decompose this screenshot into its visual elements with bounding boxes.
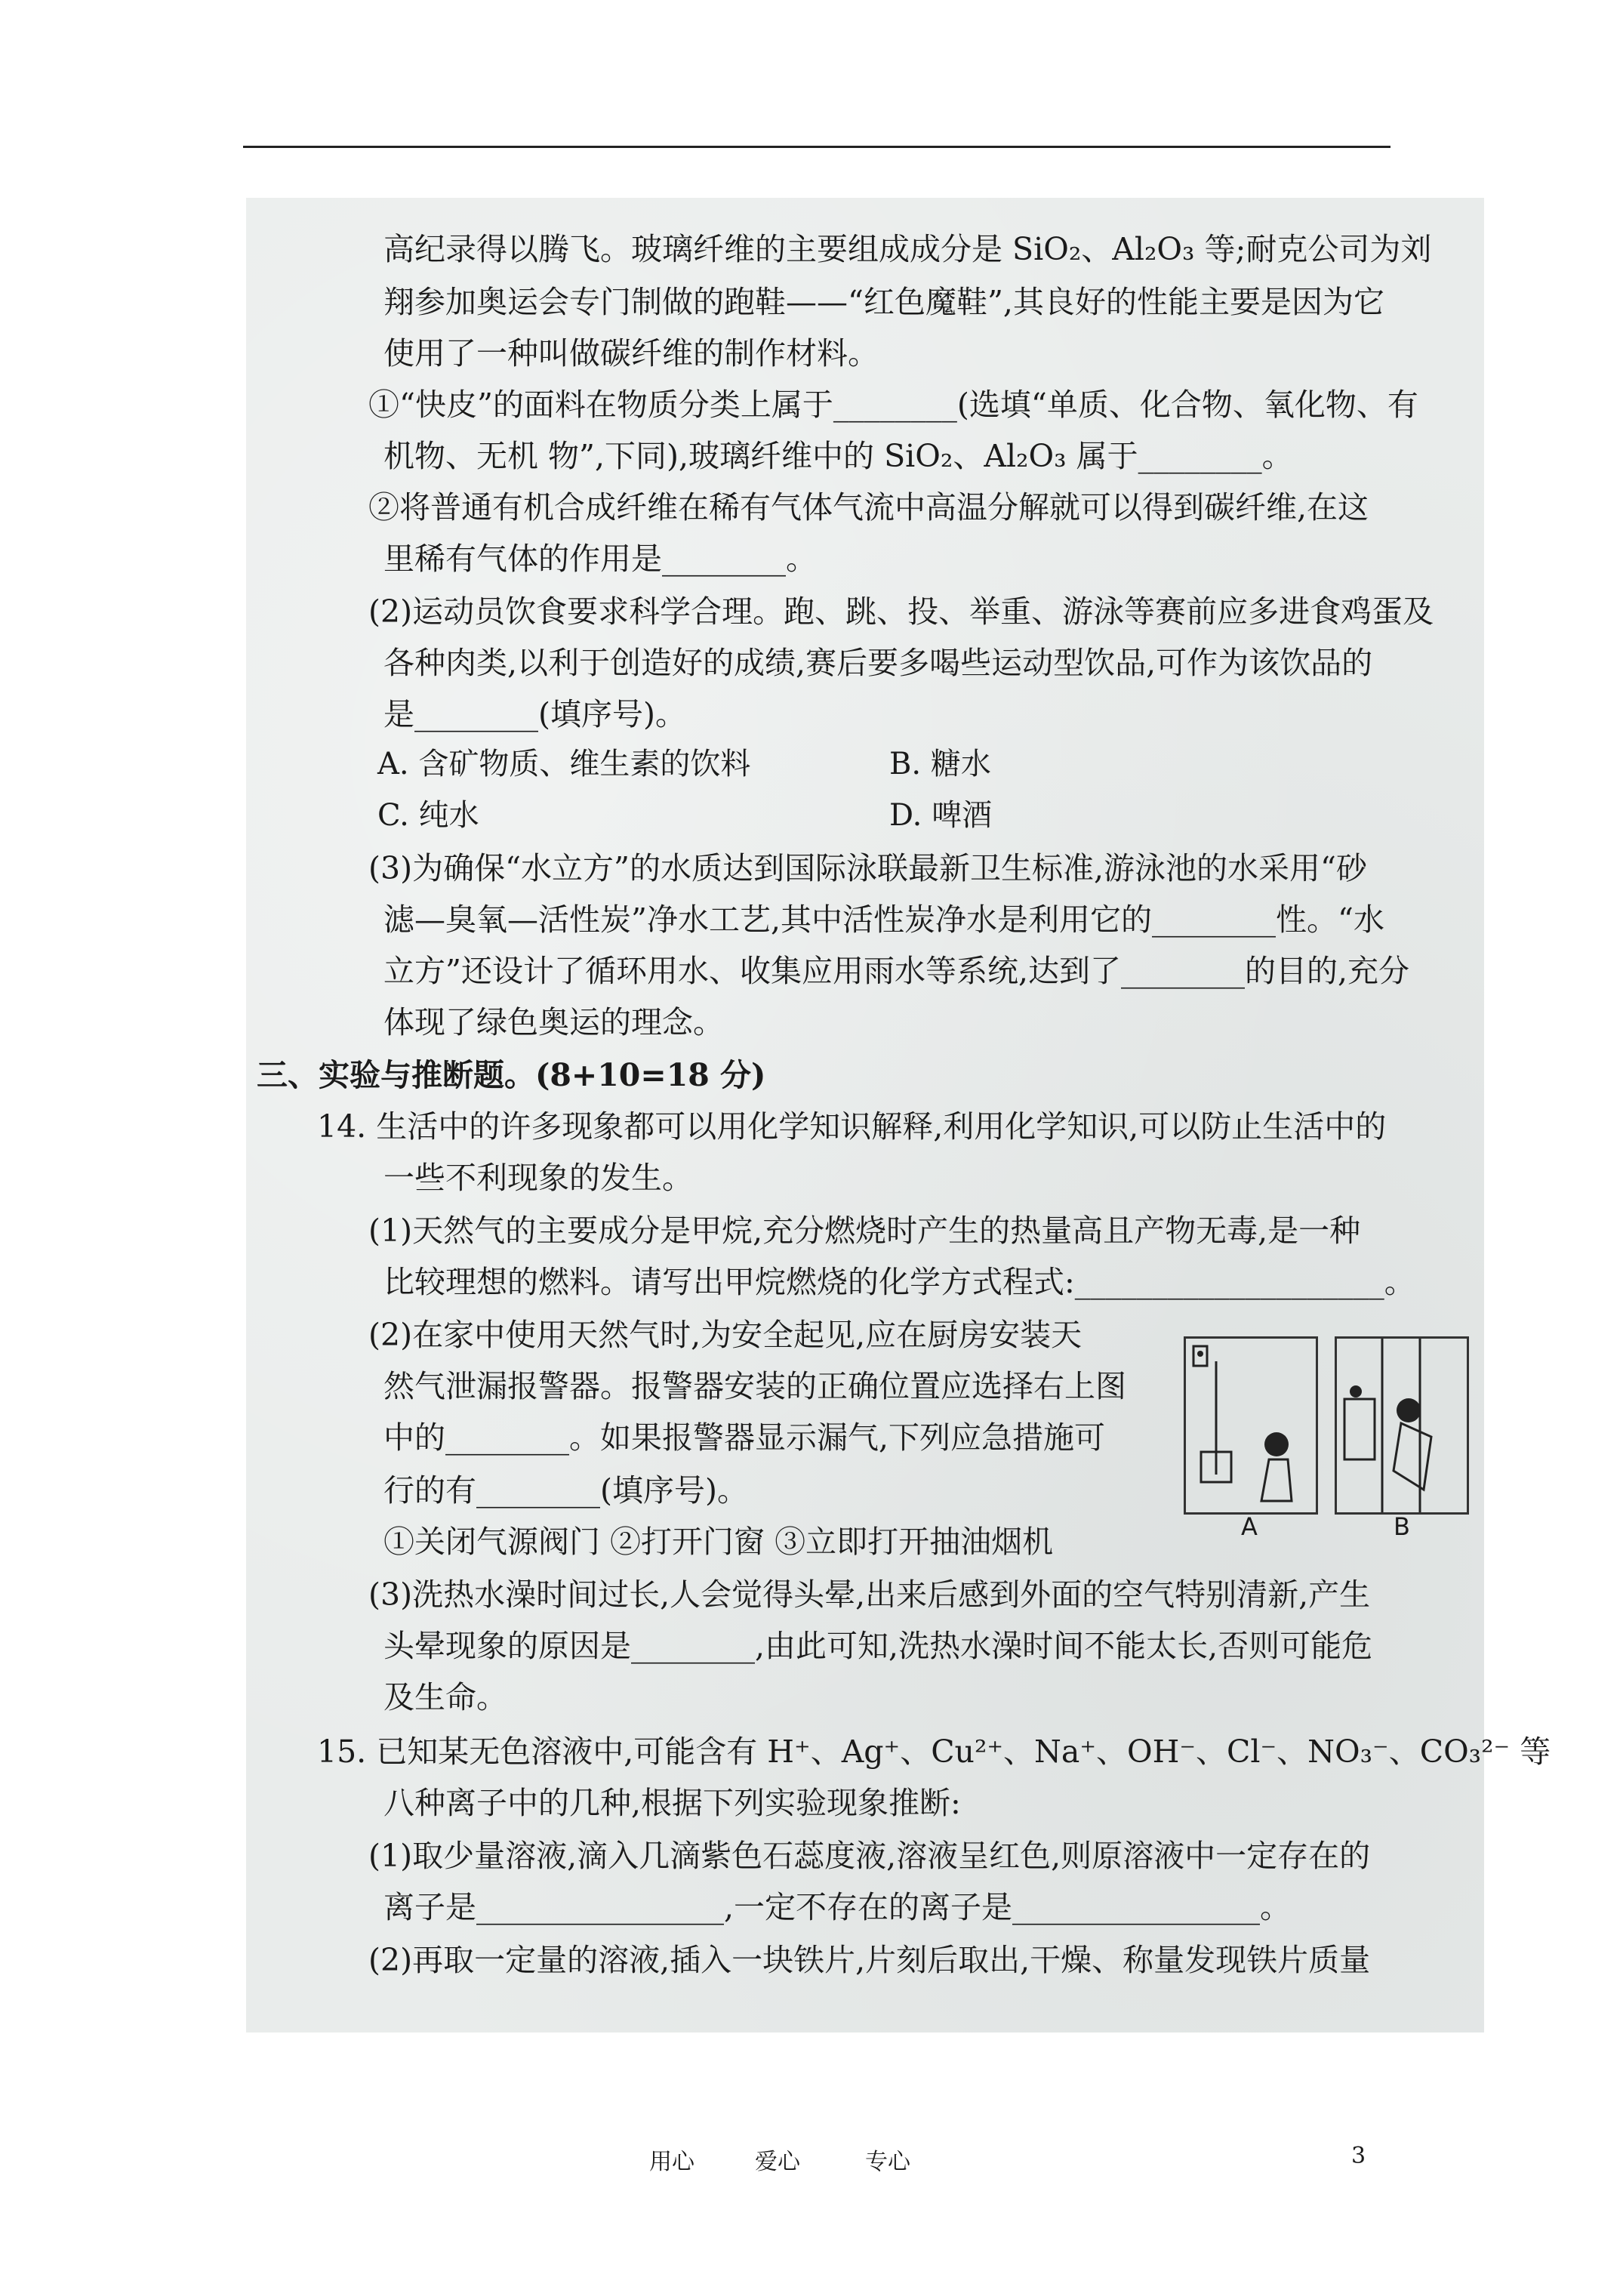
footer-motto-1: 用心 [649,2149,694,2175]
header-rule [243,146,1390,148]
option-b: B. 糖水 [889,747,991,781]
text-line: (1)天然气的主要成分是甲烷,充分燃烧时产生的热量高且产物无毒,是一种 [368,1213,1361,1249]
kitchen-scene-b-icon [1337,1339,1467,1512]
figure-label-b: B [1394,1512,1410,1541]
option-a: A. 含矿物质、维生素的饮料 [377,747,751,781]
option-d: D. 啤酒 [889,798,993,833]
text-line: 行的有________(填序号)。 [383,1472,748,1509]
text-line: 各种肉类,以利于创造好的成绩,赛后要多喝些运动型饮品,可作为该饮品的 [383,645,1373,681]
text-line: 体现了绿色奥运的理念。 [383,1004,724,1040]
text-line: 使用了一种叫做碳纤维的制作材料。 [383,335,879,371]
text-line: ①“快皮”的面料在物质分类上属于________(选填“单质、化合物、氧化物、有 [368,387,1418,423]
text-line: 八种离子中的几种,根据下列实验现象推断: [383,1785,961,1821]
text-line: 高纪录得以腾飞。玻璃纤维的主要组成成分是 SiO₂、Al₂O₃ 等;耐克公司为刘 [383,231,1432,267]
text-line: (2)运动员饮食要求科学合理。跑、跳、投、举重、游泳等赛前应多进食鸡蛋及 [368,593,1434,630]
footer-motto-2: 爱心 [755,2149,800,2175]
text-line: 里稀有气体的作用是________。 [383,541,817,577]
option-c: C. 纯水 [377,798,479,833]
question-14: 14. 生活中的许多现象都可以用化学知识解释,利用化学知识,可以防止生活中的 [317,1108,1387,1145]
footer-motto-3: 专心 [865,2149,910,2175]
page-number: 3 [1351,2143,1366,2169]
text-line: 然气泄漏报警器。报警器安装的正确位置应选择右上图 [383,1368,1126,1404]
figure-b-panel [1335,1336,1469,1515]
text-line: 滤—臭氧—活性炭”净水工艺,其中活性炭净水是利用它的________性。“水 [383,901,1384,938]
kitchen-scene-a-icon [1186,1339,1316,1512]
text-line: 机物、无机 物”,下同),玻璃纤维中的 SiO₂、Al₂O₃ 属于________。 [383,438,1293,474]
text-line: 比较理想的燃料。请写出甲烷燃烧的化学方式程式:____________________。 [383,1264,1415,1300]
text-line: ①关闭气源阀门 ②打开门窗 ③立即打开抽油烟机 [383,1524,1054,1560]
text-line: 翔参加奥运会专门制做的跑鞋——“红色魔鞋”,其良好的性能主要是因为它 [383,284,1384,320]
text-line: 及生命。 [383,1679,507,1715]
text-line: 中的________。如果报警器显示漏气,下列应急措施可 [383,1419,1106,1456]
text-line: (3)洗热水澡时间过长,人会觉得头晕,出来后感到外面的空气特别清新,产生 [368,1576,1371,1613]
text-line: (2)再取一定量的溶液,插入一块铁片,片刻后取出,干燥、称量发现铁片质量 [368,1942,1371,1978]
text-line: 立方”还设计了循环用水、收集应用雨水等系统,达到了________的目的,充分 [383,953,1410,989]
text-line: ②将普通有机合成纤维在稀有气体气流中高温分解就可以得到碳纤维,在这 [368,489,1369,525]
question-15: 15. 已知某无色溶液中,可能含有 H⁺、Ag⁺、Cu²⁺、Na⁺、OH⁻、Cl⁻、NO₃⁻、CO₃²⁻ 等 [317,1734,1551,1770]
text-line: (3)为确保“水立方”的水质达到国际泳联最新卫生标准,游泳池的水采用“砂 [368,850,1367,886]
figure-label-a: A [1241,1512,1258,1541]
text-line: 头晕现象的原因是________,由此可知,洗热水澡时间不能太长,否则可能危 [383,1628,1373,1664]
figure-a-panel [1184,1336,1318,1515]
text-line: (1)取少量溶液,滴入几滴紫色石蕊度液,溶液呈红色,则原溶液中一定存在的 [368,1838,1371,1874]
text-line: (2)在家中使用天然气时,为安全起见,应在厨房安装天 [368,1317,1083,1353]
text-line: 是________(填序号)。 [383,696,686,732]
text-line: 一些不利现象的发生。 [383,1160,693,1196]
text-line: 离子是________________,一定不存在的离子是________________。 [383,1889,1292,1925]
section-heading: 三、实验与推断题。(8+10=18 分) [257,1057,766,1093]
kitchen-figure [1184,1336,1467,1540]
